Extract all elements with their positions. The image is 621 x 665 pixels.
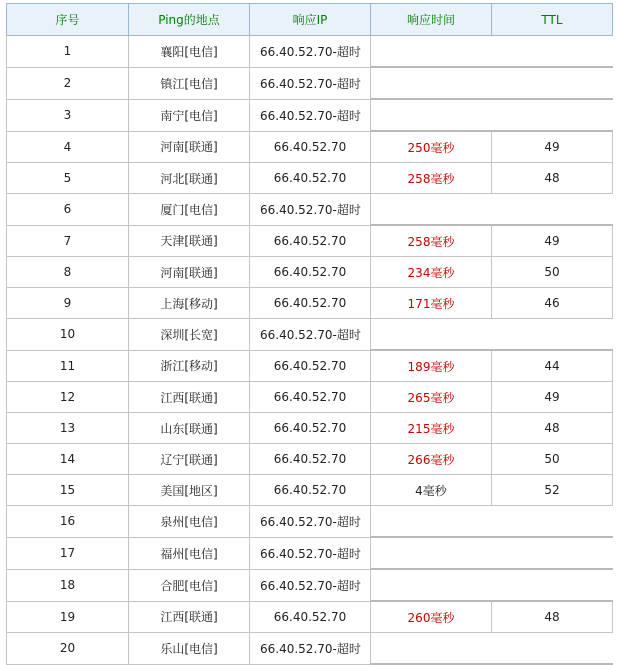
row-location: 山东[联通] (129, 413, 250, 444)
table-row (7, 99, 613, 131)
table-row (7, 194, 613, 226)
row-index: 17 (7, 537, 129, 569)
row-ip: 66.40.52.70-超时 (250, 537, 371, 569)
row-index: 14 (7, 444, 129, 475)
row-index: 11 (7, 350, 129, 382)
table-row (7, 569, 613, 601)
row-ip: 66.40.52.70 (250, 350, 371, 382)
row-empty (371, 67, 613, 99)
row-location: 泉州[电信] (129, 506, 250, 538)
row-ttl: 46 (492, 288, 613, 319)
row-location: 河北[联通] (129, 163, 250, 194)
row-location: 福州[电信] (129, 537, 250, 569)
table-row (7, 131, 613, 163)
row-index: 15 (7, 475, 129, 506)
row-empty (371, 633, 613, 665)
row-location: 河南[联通] (129, 257, 250, 288)
row-index: 16 (7, 506, 129, 538)
row-location: 浙江[移动] (129, 350, 250, 382)
row-ttl: 48 (492, 163, 613, 194)
table-row (7, 413, 613, 444)
row-index: 4 (7, 131, 129, 163)
row-index: 1 (7, 36, 129, 68)
header-ttl: TTL (492, 4, 613, 36)
row-ip: 66.40.52.70-超时 (250, 194, 371, 226)
table-row (7, 506, 613, 538)
row-empty (371, 569, 613, 601)
row-index: 3 (7, 99, 129, 131)
row-index: 10 (7, 319, 129, 351)
row-index: 2 (7, 67, 129, 99)
row-ip: 66.40.52.70 (250, 382, 371, 413)
row-index: 20 (7, 633, 129, 665)
row-time: 250毫秒 (371, 131, 492, 163)
table-row (7, 633, 613, 665)
row-location: 天津[联通] (129, 225, 250, 257)
row-ttl: 52 (492, 475, 613, 506)
row-empty (371, 99, 613, 131)
row-ip: 66.40.52.70 (250, 444, 371, 475)
row-ip: 66.40.52.70-超时 (250, 569, 371, 601)
row-location: 河南[联通] (129, 131, 250, 163)
row-empty (371, 194, 613, 226)
ping-results-table (6, 3, 613, 665)
row-location: 江西[联通] (129, 382, 250, 413)
row-ip: 66.40.52.70 (250, 413, 371, 444)
row-time: 258毫秒 (371, 225, 492, 257)
table-row (7, 163, 613, 194)
row-time: 234毫秒 (371, 257, 492, 288)
row-location: 乐山[电信] (129, 633, 250, 665)
table-row (7, 475, 613, 506)
row-time: 4毫秒 (371, 475, 492, 506)
row-location: 上海[移动] (129, 288, 250, 319)
row-empty (371, 319, 613, 351)
header-time: 响应时间 (371, 4, 492, 36)
row-location: 深圳[长宽] (129, 319, 250, 351)
header-ip: 响应IP (250, 4, 371, 36)
row-ip: 66.40.52.70-超时 (250, 67, 371, 99)
row-ttl: 48 (492, 413, 613, 444)
row-ip: 66.40.52.70-超时 (250, 99, 371, 131)
table-row (7, 288, 613, 319)
row-ip: 66.40.52.70 (250, 163, 371, 194)
header-index: 序号 (7, 4, 129, 36)
row-empty (371, 537, 613, 569)
row-index: 18 (7, 569, 129, 601)
table-row (7, 67, 613, 99)
row-time: 260毫秒 (371, 601, 492, 633)
table-row (7, 350, 613, 382)
row-location: 镇江[电信] (129, 67, 250, 99)
row-location: 合肥[电信] (129, 569, 250, 601)
row-ttl: 49 (492, 382, 613, 413)
table-body (7, 36, 613, 665)
row-ip: 66.40.52.70 (250, 475, 371, 506)
row-ttl: 50 (492, 444, 613, 475)
row-ttl: 44 (492, 350, 613, 382)
row-time: 171毫秒 (371, 288, 492, 319)
row-index: 13 (7, 413, 129, 444)
row-empty (371, 36, 613, 68)
row-index: 5 (7, 163, 129, 194)
table-row (7, 382, 613, 413)
row-location: 厦门[电信] (129, 194, 250, 226)
row-index: 6 (7, 194, 129, 226)
row-index: 12 (7, 382, 129, 413)
table-row (7, 257, 613, 288)
row-index: 19 (7, 601, 129, 633)
row-location: 江西[联通] (129, 601, 250, 633)
row-location: 襄阳[电信] (129, 36, 250, 68)
row-ip: 66.40.52.70-超时 (250, 633, 371, 665)
row-index: 8 (7, 257, 129, 288)
row-ip: 66.40.52.70 (250, 257, 371, 288)
row-ip: 66.40.52.70 (250, 288, 371, 319)
row-ttl: 48 (492, 601, 613, 633)
row-location: 南宁[电信] (129, 99, 250, 131)
row-empty (371, 506, 613, 538)
row-ip: 66.40.52.70-超时 (250, 506, 371, 538)
row-time: 265毫秒 (371, 382, 492, 413)
table-row (7, 319, 613, 351)
table-row (7, 537, 613, 569)
row-ip: 66.40.52.70 (250, 601, 371, 633)
row-time: 258毫秒 (371, 163, 492, 194)
row-location: 美国[地区] (129, 475, 250, 506)
table-row (7, 36, 613, 68)
header-location: Ping的地点 (129, 4, 250, 36)
table-row (7, 225, 613, 257)
row-time: 189毫秒 (371, 350, 492, 382)
table-row (7, 444, 613, 475)
row-ip: 66.40.52.70-超时 (250, 319, 371, 351)
table-header-row (7, 4, 613, 36)
row-location: 辽宁[联通] (129, 444, 250, 475)
row-time: 266毫秒 (371, 444, 492, 475)
row-ttl: 50 (492, 257, 613, 288)
row-ttl: 49 (492, 225, 613, 257)
row-ttl: 49 (492, 131, 613, 163)
row-ip: 66.40.52.70 (250, 225, 371, 257)
row-time: 215毫秒 (371, 413, 492, 444)
row-index: 7 (7, 225, 129, 257)
row-ip: 66.40.52.70 (250, 131, 371, 163)
table-row (7, 601, 613, 633)
row-ip: 66.40.52.70-超时 (250, 36, 371, 68)
row-index: 9 (7, 288, 129, 319)
